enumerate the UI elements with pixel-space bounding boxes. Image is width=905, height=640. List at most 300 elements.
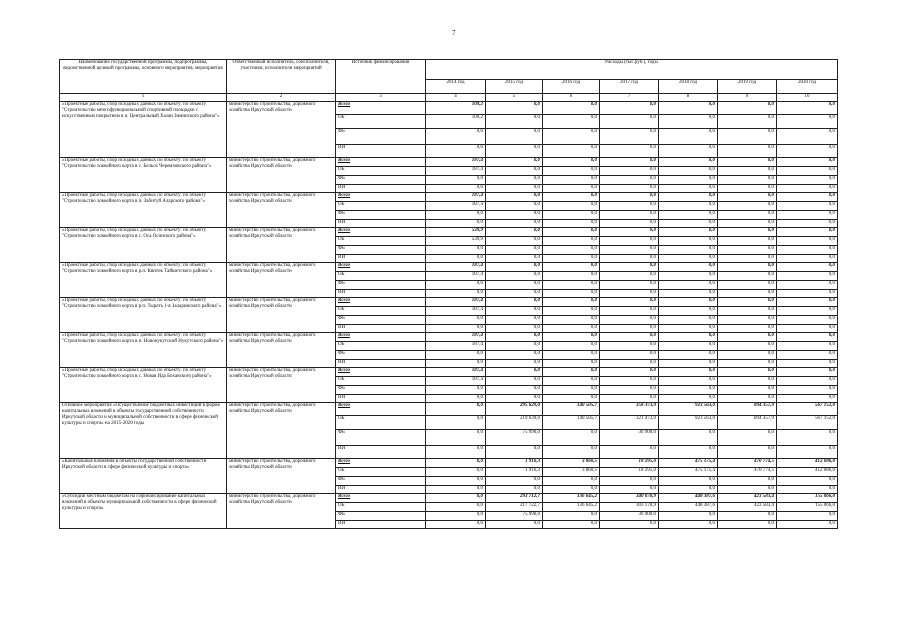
expense-value: 0,0 xyxy=(659,333,718,342)
expense-value: 0,0 xyxy=(718,193,777,202)
expense-value: 894 357,9 xyxy=(718,416,777,430)
funding-source: Всего xyxy=(336,333,426,342)
expense-value: 0,0 xyxy=(486,145,543,158)
expense-value: 0,0 xyxy=(426,395,486,403)
expense-value: 36 900,0 xyxy=(600,430,659,446)
funding-source: ИИ xyxy=(336,325,426,333)
table-row xyxy=(60,494,838,503)
funding-source: ФБ xyxy=(336,386,426,395)
expense-value: 0,0 xyxy=(600,395,659,403)
funding-source: Всего xyxy=(336,228,426,237)
expense-value: 0,0 xyxy=(777,167,838,176)
expense-value: 340 078,9 xyxy=(600,494,659,503)
expense-value: 0,0 xyxy=(718,115,777,129)
expense-value: 0,0 xyxy=(718,368,777,377)
expense-value: 0,0 xyxy=(777,263,838,272)
measure-name: «Проектные работы, сбор исходных данных по объекту: по объекту "Строительство хоккейного корта в с. Бельск Черемховского района"» xyxy=(60,158,227,193)
expense-value: 0,0 xyxy=(486,237,543,246)
expense-value: 187,4 xyxy=(426,193,486,202)
expense-value: 0,0 xyxy=(543,228,600,237)
expense-value: 0,0 xyxy=(486,333,543,342)
expense-value: 0,0 xyxy=(777,316,838,325)
expense-value: 0,0 xyxy=(718,521,777,529)
expense-value: 0,0 xyxy=(777,202,838,211)
expense-value: 0,0 xyxy=(600,185,659,193)
expense-value: 0,0 xyxy=(718,342,777,351)
expense-value: 0,0 xyxy=(718,377,777,386)
table-row xyxy=(60,158,838,167)
expense-value: 155 066,0 xyxy=(777,494,838,503)
expense-value: 0,0 xyxy=(718,237,777,246)
expense-value: 0,0 xyxy=(659,325,718,333)
responsible-executor: министерство строительства, дорожного хозяйства Иркутской области xyxy=(227,158,336,193)
expense-value: 187,4 xyxy=(426,263,486,272)
expense-value: 0,0 xyxy=(543,521,600,529)
expense-value: 0,0 xyxy=(426,403,486,416)
expense-value: 448 387,6 xyxy=(659,494,718,503)
page-number: 7 xyxy=(452,29,456,37)
expense-value: 0,0 xyxy=(426,386,486,395)
column-numbers-row xyxy=(60,94,838,102)
expense-value: 0,0 xyxy=(426,220,486,228)
expense-value: 0,0 xyxy=(718,246,777,255)
expense-value: 0,0 xyxy=(543,158,600,167)
expense-value: 0,0 xyxy=(659,377,718,386)
expense-value: 0,0 xyxy=(777,290,838,298)
expense-value: 0,0 xyxy=(543,307,600,316)
expense-value: 539,9 xyxy=(426,237,486,246)
expense-value: 0,0 xyxy=(426,211,486,220)
expense-value: 0,0 xyxy=(543,272,600,281)
expense-value: 0,0 xyxy=(718,290,777,298)
expense-value: 187,4 xyxy=(426,272,486,281)
expense-value: 0,0 xyxy=(600,342,659,351)
expense-value: 412 086,0 xyxy=(777,468,838,477)
funding-source: ИИ xyxy=(336,255,426,263)
expense-value: 0,0 xyxy=(486,176,543,185)
expense-value: 0,0 xyxy=(777,281,838,290)
expense-value: 0,0 xyxy=(777,220,838,228)
expense-value: 0,0 xyxy=(659,115,718,129)
expense-value: 0,0 xyxy=(777,228,838,237)
expense-value: 0,0 xyxy=(426,290,486,298)
expense-value: 0,0 xyxy=(543,386,600,395)
expense-value: 3 860,5 xyxy=(543,459,600,468)
expense-value: 187,4 xyxy=(426,342,486,351)
expense-value: 0,0 xyxy=(543,263,600,272)
funding-source: ОБ xyxy=(336,202,426,211)
expense-value: 0,0 xyxy=(426,521,486,529)
table-row xyxy=(60,102,838,115)
expense-value: 0,0 xyxy=(777,307,838,316)
expense-value: 0,0 xyxy=(486,102,543,115)
expense-value: 0,0 xyxy=(600,202,659,211)
expense-value: 0,0 xyxy=(659,202,718,211)
expense-value: 0,0 xyxy=(543,486,600,494)
expense-value: 539,9 xyxy=(426,228,486,237)
expense-value: 0,0 xyxy=(777,176,838,185)
expense-value: 0,0 xyxy=(777,446,838,459)
column-number: 8 xyxy=(659,94,718,102)
expense-value: 0,0 xyxy=(486,211,543,220)
expense-value: 0,0 xyxy=(600,446,659,459)
measure-name: «Проектные работы, сбор исходных данных по объекту: по объекту "Строительство хоккейного корта в п. Забитуй Аларского района"» xyxy=(60,193,227,228)
funding-source: ФБ xyxy=(336,129,426,145)
header-name: Наименование государственной программы, подпрограммы, ведомственной целевой программы, основного мероприятия, мероприятия xyxy=(60,60,227,94)
expense-value: 0,0 xyxy=(659,430,718,446)
expense-value: 0,0 xyxy=(600,246,659,255)
expense-value: 0,0 xyxy=(659,220,718,228)
expense-value: 0,0 xyxy=(777,246,838,255)
expense-value: 0,0 xyxy=(426,360,486,368)
expense-value: 187,4 xyxy=(426,167,486,176)
header-year: 2020 год xyxy=(777,80,838,94)
expense-value: 0,0 xyxy=(600,167,659,176)
expense-value: 0,0 xyxy=(543,211,600,220)
expense-value: 0,0 xyxy=(600,325,659,333)
expense-value: 0,0 xyxy=(543,395,600,403)
expense-value: 0,0 xyxy=(543,512,600,521)
expense-value: 295 629,0 xyxy=(486,403,543,416)
expense-value: 0,0 xyxy=(718,185,777,193)
expense-value: 0,0 xyxy=(426,446,486,459)
expense-value: 0,0 xyxy=(718,220,777,228)
expense-value: 0,0 xyxy=(659,281,718,290)
expense-value: 0,0 xyxy=(486,167,543,176)
expense-value: 0,0 xyxy=(600,290,659,298)
expense-value: 0,0 xyxy=(718,272,777,281)
funding-source: ИИ xyxy=(336,486,426,494)
header-year: 2017 год xyxy=(600,80,659,94)
expense-value: 0,0 xyxy=(777,342,838,351)
expense-value: 0,0 xyxy=(600,129,659,145)
expense-value: 0,0 xyxy=(486,272,543,281)
expense-value: 0,0 xyxy=(426,477,486,486)
funding-source: ФБ xyxy=(336,316,426,325)
expense-value: 0,0 xyxy=(543,246,600,255)
expense-value: 894 357,9 xyxy=(718,403,777,416)
responsible-executor: министерство строительства, дорожного хозяйства Иркутской области xyxy=(227,403,336,459)
funding-source: ИИ xyxy=(336,145,426,158)
expense-value: 0,0 xyxy=(659,193,718,202)
funding-source: ФБ xyxy=(336,281,426,290)
expense-value: 0,0 xyxy=(659,129,718,145)
expense-value: 448 387,6 xyxy=(659,503,718,512)
expense-value: 0,0 xyxy=(543,298,600,307)
expense-value: 0,0 xyxy=(486,115,543,129)
funding-source: ОБ xyxy=(336,307,426,316)
expense-value: 0,0 xyxy=(718,307,777,316)
expense-value: 187,4 xyxy=(426,377,486,386)
expense-value: 3 860,5 xyxy=(543,468,600,477)
expense-value: 0,0 xyxy=(543,193,600,202)
expense-value: 0,0 xyxy=(777,255,838,263)
funding-source: ОБ xyxy=(336,237,426,246)
funding-source: ИИ xyxy=(336,290,426,298)
responsible-executor: министерство строительства, дорожного хозяйства Иркутской области xyxy=(227,193,336,228)
funding-source: ОБ xyxy=(336,416,426,430)
funding-source: ИИ xyxy=(336,395,426,403)
expense-value: 0,0 xyxy=(600,255,659,263)
expense-value: 0,0 xyxy=(426,430,486,446)
expense-value: 0,0 xyxy=(543,316,600,325)
expense-value: 0,0 xyxy=(659,211,718,220)
funding-source: ИИ xyxy=(336,521,426,529)
expense-value: 0,0 xyxy=(543,237,600,246)
expense-value: 18 295,0 xyxy=(600,459,659,468)
funding-source: ОБ xyxy=(336,115,426,129)
column-number: 4 xyxy=(426,94,486,102)
expense-value: 0,0 xyxy=(659,342,718,351)
expense-value: 0,0 xyxy=(543,446,600,459)
expense-value: 0,0 xyxy=(486,263,543,272)
expense-value: 423 583,4 xyxy=(718,494,777,503)
funding-source: ОБ xyxy=(336,503,426,512)
expense-value: 0,0 xyxy=(718,102,777,115)
expense-value: 0,0 xyxy=(543,430,600,446)
expense-value: 0,0 xyxy=(426,185,486,193)
expense-value: 0,0 xyxy=(600,307,659,316)
column-number: 9 xyxy=(718,94,777,102)
measure-name: «Субсидии местным бюджетам на софинансирование капитальных вложений в объекты муниципальной собственности в сфере физической культуры и спорта» xyxy=(60,494,227,529)
expense-value: 0,0 xyxy=(486,325,543,333)
expense-value: 0,0 xyxy=(486,307,543,316)
responsible-executor: министерство строительства, дорожного хозяйства Иркутской области xyxy=(227,102,336,158)
funding-source: ФБ xyxy=(336,512,426,521)
expense-value: 75 990,0 xyxy=(486,430,543,446)
column-number: 1 xyxy=(60,94,227,102)
expense-value: 0,0 xyxy=(777,386,838,395)
funding-source: ОБ xyxy=(336,167,426,176)
expense-value: 0,0 xyxy=(718,360,777,368)
table-row xyxy=(60,263,838,272)
expense-value: 0,0 xyxy=(600,368,659,377)
expense-value: 0,0 xyxy=(718,512,777,521)
expense-value: 0,0 xyxy=(659,228,718,237)
expense-value: 321 473,9 xyxy=(600,416,659,430)
expense-value: 0,0 xyxy=(777,115,838,129)
expense-value: 0,0 xyxy=(426,255,486,263)
expense-value: 0,0 xyxy=(426,325,486,333)
expense-value: 0,0 xyxy=(718,446,777,459)
expense-value: 0,0 xyxy=(659,360,718,368)
funding-source: ИИ xyxy=(336,220,426,228)
expense-value: 75 990,0 xyxy=(486,512,543,521)
expense-value: 0,0 xyxy=(543,342,600,351)
expense-value: 0,0 xyxy=(718,263,777,272)
expense-value: 0,0 xyxy=(777,129,838,145)
expense-value: 0,0 xyxy=(659,237,718,246)
expense-value: 0,0 xyxy=(718,486,777,494)
expense-value: 0,0 xyxy=(659,316,718,325)
measure-name: «Проектные работы, сбор исходных данных по объекту: по объекту "Строительство хоккейного корта в с. Оса Осинского района"» xyxy=(60,228,227,263)
expense-value: 0,0 xyxy=(426,494,486,503)
expense-value: 0,0 xyxy=(486,486,543,494)
expense-value: 923 563,0 xyxy=(659,416,718,430)
expense-value: 217 722,7 xyxy=(486,503,543,512)
funding-source: ИИ xyxy=(336,446,426,459)
table-row xyxy=(60,459,838,468)
expense-value: 0,0 xyxy=(659,246,718,255)
expense-value: 0,0 xyxy=(543,102,600,115)
expense-value: 0,0 xyxy=(543,167,600,176)
expense-value: 0,0 xyxy=(659,102,718,115)
expense-value: 0,0 xyxy=(718,477,777,486)
expense-value: 0,0 xyxy=(659,477,718,486)
expense-value: 0,0 xyxy=(659,263,718,272)
expense-value: 0,0 xyxy=(543,115,600,129)
funding-source: Всего xyxy=(336,403,426,416)
expense-value: 0,0 xyxy=(718,281,777,290)
expense-value: 0,0 xyxy=(718,255,777,263)
expense-value: 155 066,0 xyxy=(777,503,838,512)
table-row xyxy=(60,333,838,342)
expense-value: 0,0 xyxy=(486,246,543,255)
expense-value: 0,0 xyxy=(600,377,659,386)
expense-value: 0,0 xyxy=(659,298,718,307)
expense-value: 0,0 xyxy=(777,272,838,281)
expense-value: 0,0 xyxy=(600,145,659,158)
expense-value: 0,0 xyxy=(659,486,718,494)
expense-value: 0,0 xyxy=(777,237,838,246)
funding-source: ФБ xyxy=(336,176,426,185)
expense-value: 0,0 xyxy=(486,521,543,529)
expense-value: 412 086,0 xyxy=(777,459,838,468)
expense-value: 0,0 xyxy=(777,477,838,486)
expense-value: 0,0 xyxy=(718,211,777,220)
expense-value: 36 900,0 xyxy=(600,512,659,521)
expense-value: 470 774,5 xyxy=(718,468,777,477)
expense-value: 0,0 xyxy=(600,263,659,272)
funding-source: ФБ xyxy=(336,246,426,255)
expense-value: 0,0 xyxy=(486,220,543,228)
expense-value: 0,0 xyxy=(543,351,600,360)
funding-source: ОБ xyxy=(336,342,426,351)
expense-value: 0,0 xyxy=(600,176,659,185)
header-year: 2019 год xyxy=(718,80,777,94)
expense-value: 0,0 xyxy=(659,145,718,158)
responsible-executor: министерство строительства, дорожного хозяйства Иркутской области xyxy=(227,368,336,403)
expense-value: 0,0 xyxy=(777,211,838,220)
expense-value: 0,0 xyxy=(486,298,543,307)
expense-value: 0,0 xyxy=(543,202,600,211)
expense-value: 0,0 xyxy=(718,325,777,333)
expense-value: 0,0 xyxy=(486,351,543,360)
expense-value: 0,0 xyxy=(659,176,718,185)
responsible-executor: министерство строительства, дорожного хозяйства Иркутской области xyxy=(227,228,336,263)
expense-value: 0,0 xyxy=(486,342,543,351)
expense-value: 0,0 xyxy=(777,512,838,521)
funding-source: Всего xyxy=(336,459,426,468)
funding-source: Всего xyxy=(336,368,426,377)
expense-value: 0,0 xyxy=(718,430,777,446)
expense-value: 140 505,7 xyxy=(543,416,600,430)
expense-value: 567 152,0 xyxy=(777,416,838,430)
expense-value: 0,0 xyxy=(777,395,838,403)
expense-value: 0,0 xyxy=(426,503,486,512)
expense-value: 0,0 xyxy=(543,255,600,263)
expense-value: 0,0 xyxy=(426,176,486,185)
expense-value: 0,0 xyxy=(600,333,659,342)
funding-source: ФБ xyxy=(336,477,426,486)
expense-value: 567 152,0 xyxy=(777,403,838,416)
expense-value: 0,0 xyxy=(486,446,543,459)
expense-value: 219 639,0 xyxy=(486,416,543,430)
funding-source: ИИ xyxy=(336,360,426,368)
expense-value: 0,0 xyxy=(486,377,543,386)
expense-value: 0,0 xyxy=(777,351,838,360)
expense-value: 0,0 xyxy=(777,368,838,377)
expense-value: 475 175,4 xyxy=(659,468,718,477)
expense-value: 140 505,7 xyxy=(543,403,600,416)
expense-value: 0,0 xyxy=(426,486,486,494)
column-number: 5 xyxy=(486,94,543,102)
expense-value: 0,0 xyxy=(600,486,659,494)
expense-value: 187,4 xyxy=(426,333,486,342)
expense-value: 0,0 xyxy=(543,220,600,228)
expense-value: 0,0 xyxy=(486,129,543,145)
expense-value: 475 175,4 xyxy=(659,459,718,468)
expense-value: 0,0 xyxy=(543,333,600,342)
expense-value: 0,0 xyxy=(426,459,486,468)
column-number: 10 xyxy=(777,94,838,102)
funding-source: ФБ xyxy=(336,430,426,446)
expense-value: 0,0 xyxy=(718,333,777,342)
expense-value: 0,0 xyxy=(426,145,486,158)
expense-value: 0,0 xyxy=(659,395,718,403)
measure-name: «Проектные работы, сбор исходных данных по объекту: по объекту "Строительство хоккейного корта в с. Новая Ида Боханского района"» xyxy=(60,368,227,403)
expense-value: 303 178,9 xyxy=(600,503,659,512)
expense-value: 0,0 xyxy=(600,477,659,486)
expense-value: 0,0 xyxy=(486,193,543,202)
expense-value: 187,4 xyxy=(426,298,486,307)
expense-value: 0,0 xyxy=(718,167,777,176)
expense-value: 0,0 xyxy=(426,316,486,325)
funding-source: ФБ xyxy=(336,211,426,220)
table-row xyxy=(60,298,838,307)
column-number: 3 xyxy=(336,94,426,102)
expense-value: 109,2 xyxy=(426,102,486,115)
expense-value: 187,4 xyxy=(426,158,486,167)
expense-value: 136 645,2 xyxy=(543,503,600,512)
funding-source: Всего xyxy=(336,298,426,307)
expense-value: 0,0 xyxy=(659,272,718,281)
expense-value: 470 774,5 xyxy=(718,459,777,468)
header-expenses: Расходы (тыс.руб.), годы xyxy=(426,60,838,80)
expense-value: 0,0 xyxy=(718,395,777,403)
expense-value: 0,0 xyxy=(777,193,838,202)
table-row xyxy=(60,193,838,202)
expense-value: 0,0 xyxy=(543,477,600,486)
expense-value: 0,0 xyxy=(486,368,543,377)
expense-value: 0,0 xyxy=(718,145,777,158)
expense-value: 0,0 xyxy=(777,102,838,115)
expense-value: 0,0 xyxy=(486,228,543,237)
expense-value: 0,0 xyxy=(777,521,838,529)
expense-value: 0,0 xyxy=(600,237,659,246)
expense-value: 0,0 xyxy=(486,316,543,325)
expense-value: 0,0 xyxy=(600,158,659,167)
expense-value: 0,0 xyxy=(600,316,659,325)
funding-source: Всего xyxy=(336,494,426,503)
expense-value: 0,0 xyxy=(426,281,486,290)
funding-source: ОБ xyxy=(336,272,426,281)
expense-value: 0,0 xyxy=(777,486,838,494)
expense-value: 0,0 xyxy=(543,377,600,386)
expense-value: 0,0 xyxy=(659,368,718,377)
expense-value: 923 563,0 xyxy=(659,403,718,416)
expense-value: 0,0 xyxy=(486,386,543,395)
